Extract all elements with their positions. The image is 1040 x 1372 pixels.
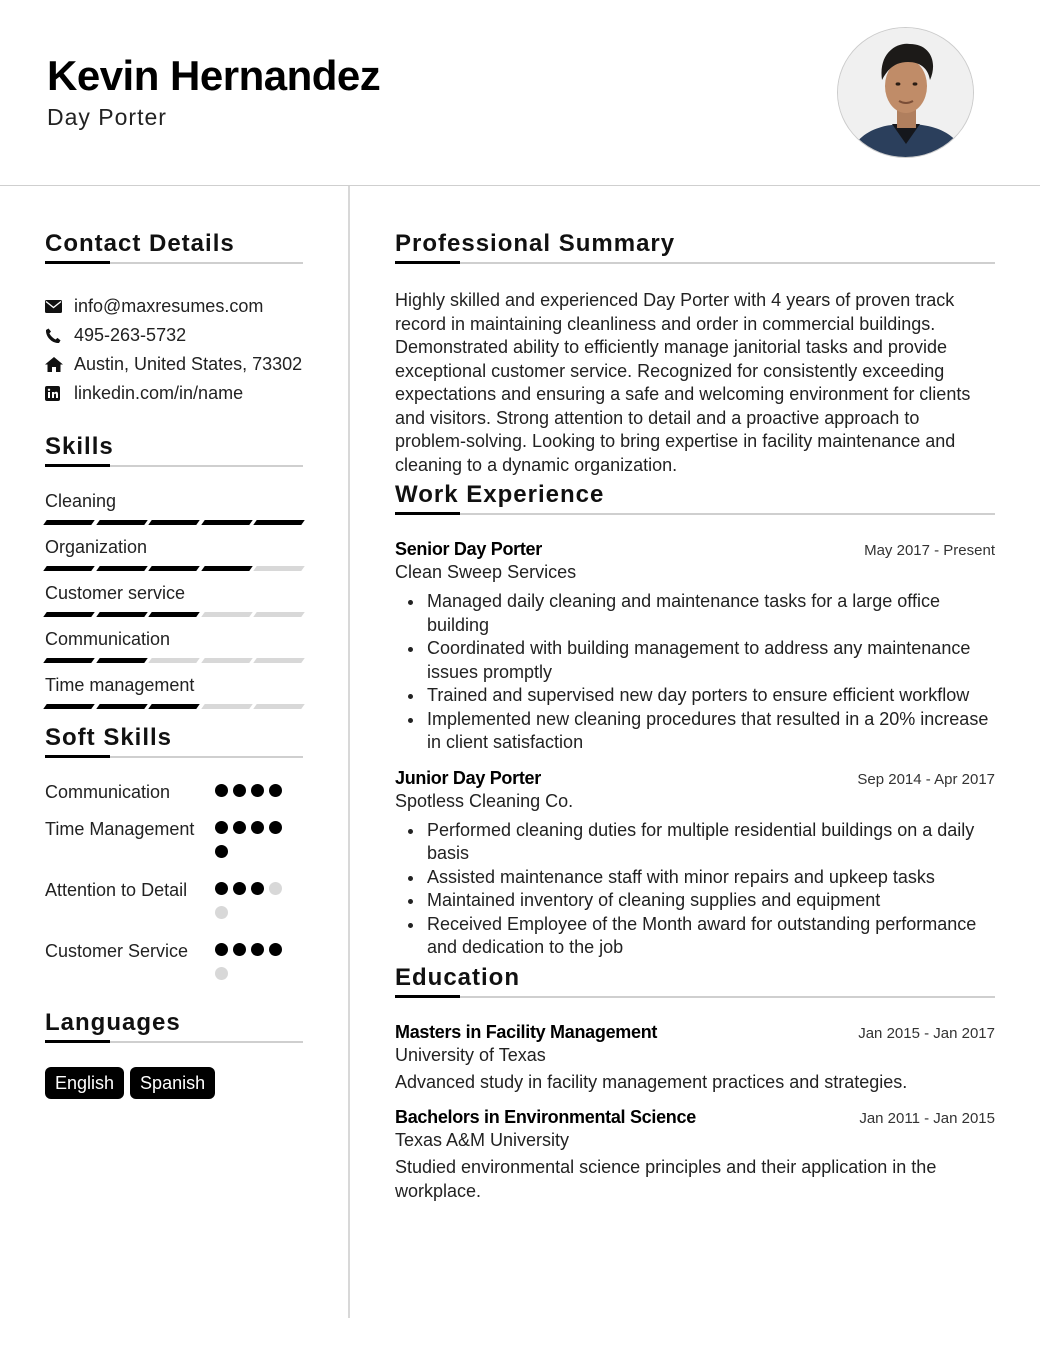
section-rule [45, 465, 303, 467]
rating-dot [233, 784, 246, 797]
experience-heading: Work Experience [395, 481, 605, 508]
section-rule [45, 262, 303, 264]
rating-dot [215, 821, 228, 834]
education-heading: Education [395, 963, 521, 991]
skill-bar-segment [148, 658, 199, 663]
soft-skill-row [45, 878, 303, 930]
job-company: Clean Sweep Services [395, 562, 577, 582]
skills-section [45, 429, 303, 709]
rating-dot [251, 821, 264, 834]
right-column [395, 226, 995, 1203]
contact-linkedin[interactable] [45, 379, 303, 408]
skill-label: Customer service [45, 583, 186, 603]
skill-bar-segment [43, 658, 94, 663]
job-entry [395, 539, 995, 755]
soft-skill-row [45, 939, 303, 991]
rating-dot [251, 943, 264, 956]
resume-header [0, 0, 1040, 186]
soft-skill-row [45, 817, 303, 869]
skill-bar-segment [43, 704, 94, 709]
skills-heading: Skills [45, 433, 114, 460]
skill-bar-segment [254, 658, 305, 663]
profile-photo [837, 27, 974, 158]
skill-bar-segment [254, 612, 305, 617]
skill-rating-bar [45, 704, 303, 709]
soft-skills-section [45, 720, 303, 991]
rating-dot [269, 784, 282, 797]
section-rule [45, 1041, 303, 1043]
rating-dot [251, 784, 264, 797]
summary-text: Highly skilled and experienced Day Porter with 4 years of proven track record in maintaining cleanliness and order in commercial buildings. Demonstrated ability to efficiently manage janitorial tasks and provide exceptional customer service. Recognized for consistently exceeding expectations and ensuring a safe and welcoming environment for clients and visitors. Strong attention to detail and a proactive approach to problem-solving. Looking to bring expertise in facility maintenance and cleaning to a dynamic organization. [395, 290, 971, 475]
education-date: Jan 2015 - Jan 2017 [858, 1024, 995, 1042]
left-column [45, 226, 303, 1099]
skill-rating-bar [45, 612, 303, 617]
skill-bar-segment [96, 658, 147, 663]
rating-dot [269, 821, 282, 834]
contact-email-text: info@maxresumes.com [74, 296, 264, 316]
skills-list [45, 490, 303, 709]
skill-bar-segment [96, 520, 147, 525]
skill-bar-segment [201, 520, 252, 525]
contact-phone[interactable] [45, 321, 303, 350]
skill-bar-segment [96, 704, 147, 709]
job-bullet: Coordinated with building management to address any maintenance issues promptly [395, 637, 995, 684]
education-section [395, 960, 995, 1204]
job-entry [395, 768, 995, 960]
skill-bar-segment [201, 658, 252, 663]
soft-skill-dots [215, 780, 285, 808]
rating-dot [215, 906, 228, 919]
phone-icon [45, 328, 74, 344]
soft-skill-label: Time Management [45, 819, 195, 839]
skill-label: Organization [45, 537, 148, 557]
skill-bar-segment [148, 612, 199, 617]
column-divider [348, 186, 350, 1318]
contact-linkedin-text: linkedin.com/in/name [74, 383, 244, 403]
linkedin-icon [45, 386, 74, 401]
soft-skills-list [45, 780, 303, 991]
soft-skill-row [45, 780, 303, 808]
contact-location [45, 350, 303, 379]
summary-heading: Professional Summary [395, 230, 676, 257]
skill-rating-bar [45, 658, 303, 663]
job-bullet: Managed daily cleaning and maintenance tasks for a large office building [395, 590, 995, 637]
rating-dot [251, 882, 264, 895]
job-date: Sep 2014 - Apr 2017 [857, 770, 995, 788]
skill-bar-segment [201, 566, 252, 571]
school-name: Texas A&M University [395, 1130, 570, 1150]
job-bullet: Received Employee of the Month award for outstanding performance and dedication to the job [395, 913, 995, 960]
skill-bar-segment [254, 520, 305, 525]
experience-section [395, 477, 995, 960]
rating-dot [215, 882, 228, 895]
skill-bar-segment [201, 704, 252, 709]
job-date: May 2017 - Present [864, 542, 995, 559]
job-bullet: Maintained inventory of cleaning supplies and equipment [395, 889, 995, 913]
degree-title: Bachelors in Environmental Science [395, 1107, 696, 1127]
job-bullets [395, 819, 995, 960]
soft-skill-dots [215, 817, 285, 869]
candidate-name: Kevin Hernandez [47, 52, 381, 99]
section-rule [395, 262, 995, 264]
skill-bar-segment [254, 566, 305, 571]
skill-label: Cleaning [45, 491, 117, 511]
degree-title: Masters in Facility Management [395, 1021, 658, 1042]
skill-bar-segment [96, 612, 147, 617]
school-name: University of Texas [395, 1044, 546, 1065]
job-company: Spotless Cleaning Co. [395, 790, 574, 811]
rating-dot [233, 821, 246, 834]
skill-rating-bar [45, 566, 303, 571]
rating-dot [233, 882, 246, 895]
skill-bar-segment [254, 704, 305, 709]
education-entry [395, 1022, 995, 1095]
skill-bar-segment [148, 566, 199, 571]
job-bullet: Implemented new cleaning procedures that resulted in a 20% increase in client satisfaction [395, 708, 995, 755]
skill-label: Communication [45, 629, 171, 649]
skill-bar-segment [43, 520, 94, 525]
skill-rating-bar [45, 520, 303, 525]
skill-bar-segment [43, 612, 94, 617]
section-rule [45, 756, 303, 758]
envelope-icon [45, 300, 74, 313]
rating-dot [215, 967, 228, 980]
job-bullet: Assisted maintenance staff with minor repairs and upkeep tasks [395, 866, 995, 890]
summary-section [395, 226, 995, 477]
education-description: Studied environmental science principles and their application in the workplace. [395, 1157, 937, 1201]
contact-phone-text: 495-263-5732 [74, 325, 187, 345]
job-title: Junior Day Porter [395, 767, 541, 788]
languages-heading: Languages [45, 1009, 181, 1036]
rating-dot [215, 784, 228, 797]
skill-bar-segment [43, 566, 94, 571]
rating-dot [215, 943, 228, 956]
skill-bar-segment [148, 704, 199, 709]
rating-dot [269, 943, 282, 956]
job-bullet: Performed cleaning duties for multiple residential buildings on a daily basis [395, 819, 995, 866]
section-rule [395, 513, 995, 515]
contact-email[interactable] [45, 292, 303, 321]
soft-skill-label: Attention to Detail [45, 880, 188, 900]
rating-dot [233, 943, 246, 956]
language-tag: English [45, 1067, 124, 1099]
education-date: Jan 2011 - Jan 2015 [859, 1110, 995, 1127]
education-entry [395, 1107, 995, 1203]
contact-location-text: Austin, United States, 73302 [74, 354, 303, 374]
job-bullets [395, 590, 995, 755]
soft-skill-dots [215, 878, 285, 930]
soft-skill-dots [215, 939, 285, 991]
person-portrait-icon [838, 28, 974, 158]
contact-section [45, 226, 303, 408]
skill-bar-segment [148, 520, 199, 525]
job-title: Senior Day Porter [395, 539, 542, 559]
job-bullet: Trained and supervised new day porters to ensure efficient workflow [395, 684, 995, 708]
soft-skills-heading: Soft Skills [45, 724, 173, 751]
skill-bar-segment [96, 566, 147, 571]
contact-heading: Contact Details [45, 230, 235, 257]
soft-skill-label: Customer Service [45, 941, 189, 961]
skill-label: Time management [45, 675, 195, 695]
education-description: Advanced study in facility management practices and strategies. [395, 1071, 908, 1092]
languages-section [45, 1005, 303, 1099]
section-rule [395, 996, 995, 998]
home-icon [45, 357, 74, 372]
rating-dot [215, 845, 228, 858]
candidate-role: Day Porter [47, 104, 167, 130]
skill-bar-segment [201, 612, 252, 617]
language-tag: Spanish [130, 1067, 215, 1099]
rating-dot [269, 882, 282, 895]
soft-skill-label: Communication [45, 782, 171, 802]
